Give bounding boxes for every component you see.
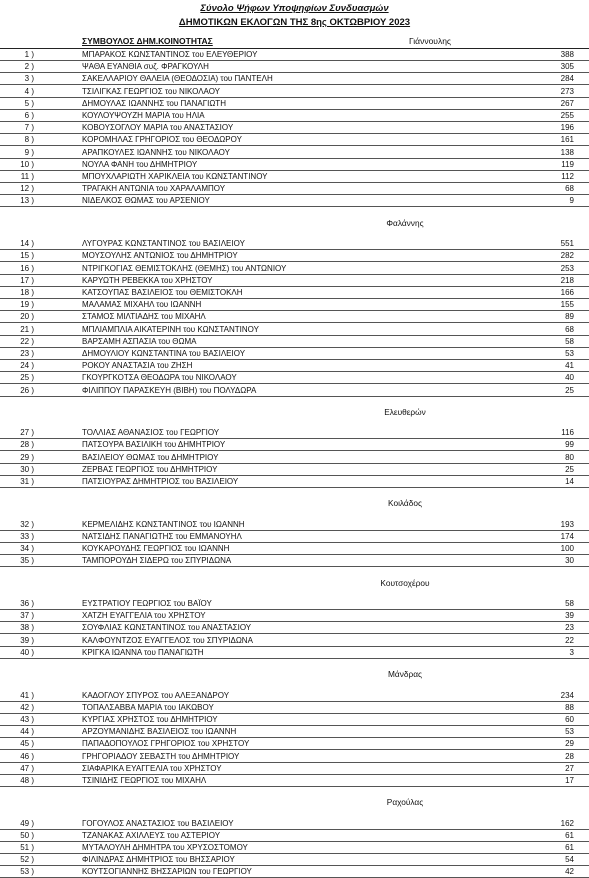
vote-count: 61 [565,843,574,852]
row-number: 11 ) [20,172,34,181]
row-number: 29 ) [20,452,34,462]
candidate-name: ΔΗΜΟΥΛΑΣ ΙΩΑΝΝΗΣ του ΠΑΝΑΓΙΩΤΗ [82,98,226,108]
vote-count: 25 [565,464,574,474]
vote-count: 53 [565,348,574,358]
candidate-name: ΣΙΑΦΑΡΙΚΑ ΕΥΑΓΓΕΛΙΑ του ΧΡΗΣΤΟΥ [82,763,222,773]
vote-count: 80 [565,452,574,462]
row-number: 23 ) [20,348,34,358]
row-number: 17 ) [20,275,34,285]
candidate-name: ΚΟΥΛΟΥΨΟΥΖΗ ΜΑΡΙΑ του ΗΛΙΑ [82,111,205,120]
candidate-name: ΑΡΑΠΚΟΥΛΕΣ ΙΩΑΝΝΗΣ του ΝΙΚΟΛΑΟΥ [82,147,230,157]
table-row [0,98,589,110]
vote-count: 99 [565,440,574,450]
row-number: 47 ) [20,763,34,773]
vote-count: 3 [569,647,574,657]
row-number: 4 ) [24,86,34,96]
row-number: 45 ) [20,739,34,749]
row-number: 46 ) [20,751,34,761]
vote-count: 58 [565,599,574,608]
candidate-name: ΤΑΜΠΟΡΟΥΔΗ ΣΙΔΕΡΩ του ΣΠΥΡΙΔΩΝΑ [82,556,232,566]
vote-count: 234 [560,690,574,700]
row-number: 24 ) [20,361,34,371]
table-row [0,122,589,134]
candidate-name: ΔΗΜΟΥΛΙΟΥ ΚΩΝΣΤΑΝΤΙΝΑ του ΒΑΣΙΛΕΙΟΥ [82,348,246,358]
vote-count: 58 [565,336,574,346]
vote-count: 284 [560,74,574,84]
row-number: 26 ) [20,385,34,395]
candidate-name: ΚΟΥΤΣΟΓΙΑΝΝΗΣ ΒΗΣΣΑΡΙΩΝ του ΓΕΩΡΓΙΟΥ [82,867,252,877]
table-row [0,775,589,787]
row-number: 9 ) [24,147,34,157]
row-number: 5 ) [24,98,34,108]
table-row [0,763,589,775]
table-row [0,385,589,397]
candidate-name: ΚΑΔΟΓΛΟΥ ΣΠΥΡΟΣ του ΑΛΕΞΑΝΔΡΟΥ [82,690,230,700]
candidate-name: ΚΑΤΣΟΥΠΑΣ ΒΑΣΙΛΕΙΟΣ του ΘΕΜΙΣΤΟΚΛΗ [82,287,243,297]
row-number: 15 ) [20,251,34,261]
table-row [0,159,589,171]
table-row [0,195,589,207]
row-number: 34 ) [20,544,34,554]
candidate-name: ΦΙΛΙΝΔΡΑΣ ΔΗΜΗΤΡΙΟΣ του ΒΗΣΣΑΡΙΟΥ [82,855,235,865]
row-number: 8 ) [24,135,34,145]
candidate-name: ΚΕΡΜΕΛΙΔΗΣ ΚΩΝΣΤΑΝΤΙΝΟΣ του ΙΩΑΝΝΗ [82,519,245,529]
row-number: 20 ) [20,312,34,322]
vote-count: 161 [560,135,574,145]
candidate-name: ΓΟΓΟΥΛΟΣ ΑΝΑΣΤΑΣΙΟΣ του ΒΑΣΙΛΕΙΟΥ [82,818,234,828]
table-row [0,842,589,854]
candidate-name: ΚΟΡΟΜΗΛΑΣ ΓΡΗΓΟΡΙΟΣ του ΘΕΟΔΩΡΟΥ [82,135,242,145]
vote-count: 88 [565,702,574,712]
row-number: 32 ) [20,519,34,529]
column-header-candidate: ΣΥΜΒΟΥΛΟΣ ΔΗΜ.ΚΟΙΝΟΤΗΤΑΣ [82,36,213,46]
table-row [0,336,589,348]
section-title: Κοιλάδος [388,498,422,509]
table-row [0,324,589,336]
vote-count: 305 [560,62,574,72]
row-number: 52 ) [20,855,34,865]
candidate-name: ΠΑΤΣΙΟΥΡΑΣ ΔΗΜΗΤΡΙΟΣ του ΒΑΣΙΛΕΙΟΥ [82,477,239,486]
row-number: 49 ) [20,818,34,828]
table-row [0,519,589,531]
vote-count: 119 [561,159,574,169]
vote-count: 155 [560,300,574,310]
document-subtitle: ΔΗΜΟΤΙΚΩΝ ΕΚΛΟΓΩΝ ΤΗΣ 8ης ΟΚΤΩΒΡΙΟΥ 2023 [178,17,411,28]
table-row [0,110,589,122]
vote-count: 54 [565,855,574,865]
candidate-name: ΨΑΘΑ ΕΥΑΝΘΙΑ συζ. ΦΡΑΓΚΟΥΛΗ [82,62,209,72]
row-number: 37 ) [20,611,34,621]
candidate-name: ΖΕΡΒΑΣ ΓΕΩΡΓΙΟΣ του ΔΗΜΗΤΡΙΟΥ [82,464,218,474]
candidate-name: ΝΑΤΣΙΔΗΣ ΠΑΝΑΓΙΩΤΗΣ του ΕΜΜΑΝΟΥΗΛ [82,531,242,541]
table-row [0,830,589,842]
row-number: 14 ) [20,239,34,249]
candidate-name: ΤΡΑΓΑΚΗ ΑΝΤΩΝΙΑ του ΧΑΡΑΛΑΜΠΟΥ [82,184,226,194]
row-number: 40 ) [20,647,34,657]
candidate-name: ΡΟΚΟΥ ΑΝΑΣΤΑΣΙΑ του ΖΗΣΗ [82,361,193,371]
section-title: Κουτσοχέρου [380,577,430,588]
table-row [0,726,589,738]
vote-count: 68 [565,184,574,194]
table-row [0,439,589,451]
row-number: 35 ) [20,556,34,566]
table-row [0,61,589,73]
candidate-name: ΦΙΛΙΠΠΟΥ ΠΑΡΑΣΚΕΥΗ (ΒΙΒΗ) του ΠΟΛΥΔΩΡΑ [82,385,257,395]
vote-count: 253 [560,263,574,273]
candidate-name: ΑΡΖΟΥΜΑΝΙΔΗΣ ΒΑΣΙΛΕΙΟΣ του ΙΩΑΝΝΗ [82,727,237,737]
row-number: 39 ) [20,635,34,645]
table-row [0,372,589,384]
table-row [0,275,589,287]
table-row [0,647,589,659]
candidate-name: ΠΑΠΑΔΟΠΟΥΛΟΣ ΓΡΗΓΟΡΙΟΣ του ΧΡΗΣΤΟΥ [82,739,250,749]
candidate-name: ΜΟΥΣΟΥΛΗΣ ΑΝΤΩΝΙΟΣ του ΔΗΜΗΤΡΙΟΥ [82,251,238,261]
vote-count: 22 [565,635,574,645]
table-row [0,738,589,750]
candidate-name: ΜΠΛΙΑΜΠΛΙΑ ΑΙΚΑΤΕΡΙΝΗ του ΚΩΝΣΤΑΝΤΙΝΟΥ [82,324,259,334]
row-number: 30 ) [20,464,34,474]
candidate-name: ΤΟΛΛΙΑΣ ΑΘΑΝΑΣΙΟΣ του ΓΕΩΡΓΙΟΥ [82,428,220,438]
row-number: 31 ) [20,477,34,486]
row-number: 19 ) [20,300,34,310]
vote-count: 273 [560,86,574,96]
table-row [0,714,589,726]
row-number: 12 ) [20,184,34,194]
table-row [0,690,589,702]
table-row [0,134,589,146]
vote-count: 60 [565,714,574,724]
candidate-name: ΚΡΙΓΚΑ ΙΩΑΝΝΑ του ΠΑΝΑΓΙΩΤΗ [82,647,204,657]
vote-count: 40 [565,373,574,383]
vote-count: 218 [560,275,574,285]
vote-count: 89 [565,312,574,322]
candidate-name: ΣΟΥΦΛΙΑΣ ΚΩΝΣΤΑΝΤΙΝΟΣ του ΑΝΑΣΤΑΣΙΟΥ [82,623,252,633]
vote-count: 267 [560,98,574,108]
vote-count: 255 [560,111,574,120]
table-row [0,555,589,567]
candidate-name: ΤΖΑΝΑΚΑΣ ΑΧΙΛΛΕΥΣ του ΑΣΤΕΡΙΟΥ [82,830,221,840]
vote-count: 116 [561,428,574,438]
row-number: 1 ) [24,50,34,59]
table-row [0,610,589,622]
table-row [0,183,589,195]
table-row [0,147,589,159]
vote-count: 174 [560,531,574,541]
vote-count: 166 [560,287,574,297]
section-title: Φαλάννης [386,217,424,228]
table-row [0,866,589,878]
candidate-name: ΛΥΓΟΥΡΑΣ ΚΩΝΣΤΑΝΤΙΝΟΣ του ΒΑΣΙΛΕΙΟΥ [82,239,245,249]
table-row [0,171,589,183]
row-number: 50 ) [20,830,34,840]
vote-count: 25 [565,385,574,395]
row-number: 51 ) [20,843,34,852]
table-row [0,751,589,763]
vote-count: 9 [569,196,574,206]
candidate-name: ΓΚΟΥΡΓΚΟΤΣΑ ΘΕΟΔΩΡΑ του ΝΙΚΟΛΑΟΥ [82,373,237,383]
vote-count: 162 [560,818,574,828]
table-header [0,36,589,49]
table-row [0,360,589,372]
table-row [0,543,589,555]
table-row [0,531,589,543]
candidate-name: ΤΟΠΑΛΣΑΒΒΑ ΜΑΡΙΑ του ΙΑΚΩΒΟΥ [82,702,214,712]
row-number: 53 ) [20,867,34,877]
vote-count: 196 [560,123,574,133]
candidate-name: ΚΟΥΚΑΡΟΥΔΗΣ ΓΕΩΡΓΙΟΣ του ΙΩΑΝΝΗ [82,544,230,554]
row-number: 22 ) [20,336,34,346]
vote-count: 29 [565,739,574,749]
vote-count: 27 [565,763,574,773]
candidate-name: ΤΣΙΛΙΓΚΑΣ ΓΕΩΡΓΙΟΣ του ΝΙΚΟΛΑΟΥ [82,86,221,96]
row-number: 43 ) [20,714,34,724]
table-row [0,299,589,311]
table-row [0,348,589,360]
table-row [0,73,589,85]
vote-count: 30 [565,556,574,566]
candidate-name: ΒΑΣΙΛΕΙΟΥ ΘΩΜΑΣ του ΔΗΜΗΤΡΙΟΥ [82,452,219,462]
candidate-name: ΕΥΣΤΡΑΤΙΟΥ ΓΕΩΡΓΙΟΣ του ΒΑΪΟΥ [82,599,212,608]
section-title: Ραχούλας [386,797,424,808]
row-number: 16 ) [20,263,34,273]
row-number: 25 ) [20,373,34,383]
candidate-name: ΜΠΑΡΑΚΟΣ ΚΩΝΣΤΑΝΤΙΝΟΣ του ΕΛΕΥΘΕΡΙΟΥ [82,50,258,59]
row-number: 42 ) [20,702,34,712]
candidate-name: ΚΑΛΦΟΥΝΤΖΟΣ ΕΥΑΓΓΕΛΟΣ του ΣΠΥΡΙΔΩΝΑ [82,635,253,645]
table-row [0,427,589,439]
row-number: 21 ) [20,324,34,334]
table-row [0,464,589,476]
table-row [0,476,589,488]
section-title-first: Γιάννουλης [408,36,452,46]
vote-count: 17 [565,775,574,785]
row-number: 3 ) [24,74,34,84]
vote-count: 42 [565,867,574,877]
vote-count: 282 [560,251,574,261]
vote-count: 53 [565,727,574,737]
table-row [0,250,589,262]
table-row [0,854,589,866]
candidate-name: ΚΑΡΥΩΤΗ ΡΕΒΕΚΚΑ του ΧΡΗΣΤΟΥ [82,275,213,285]
vote-count: 138 [560,147,574,157]
table-row [0,635,589,647]
table-row [0,818,589,830]
table-row [0,263,589,275]
vote-count: 112 [561,172,574,181]
row-number: 6 ) [24,111,34,120]
vote-count: 551 [560,239,574,249]
table-row [0,49,589,61]
row-number: 18 ) [20,287,34,297]
candidate-name: ΣΤΑΜΟΣ ΜΙΛΤΙΑΔΗΣ του ΜΙΧΑΗΛ [82,312,206,322]
candidate-name: ΝΙΔΕΛΚΟΣ ΘΩΜΑΣ του ΑΡΣΕΝΙΟΥ [82,196,210,206]
vote-count: 41 [565,361,574,371]
vote-count: 388 [560,50,574,59]
vote-count: 193 [560,519,574,529]
row-number: 36 ) [20,599,34,608]
candidate-name: ΤΣΙΝΙΔΗΣ ΓΕΩΡΓΙΟΣ του ΜΙΧΑΗΛ [82,775,207,785]
row-number: 2 ) [24,62,34,72]
vote-count: 68 [565,324,574,334]
table-row [0,452,589,464]
table-row [0,238,589,250]
candidate-name: ΝΤΡΙΓΚΟΓΙΑΣ ΘΕΜΙΣΤΟΚΛΗΣ (ΘΕΜΗΣ) του ΑΝΤΩΝΙΟΥ [82,263,287,273]
row-number: 38 ) [20,623,34,633]
candidate-name: ΝΟΥΛΑ ΦΑΝΗ του ΔΗΜΗΤΡΙΟΥ [82,159,198,169]
section-title: Ελευθερών [384,406,426,417]
table-row [0,86,589,98]
row-number: 7 ) [24,123,34,133]
row-number: 27 ) [20,428,34,438]
candidate-name: ΒΑΡΣΑΜΗ ΑΣΠΑΣΙΑ του ΘΩΜΑ [82,336,197,346]
section-title: Μάνδρας [388,669,422,679]
vote-count: 39 [565,611,574,621]
candidate-name: ΚΟΒΟΥΣΟΓΛΟΥ ΜΑΡΙΑ του ΑΝΑΣΤΑΣΙΟΥ [82,123,234,133]
table-row [0,287,589,299]
table-row [0,598,589,610]
table-row [0,311,589,323]
candidate-name: ΠΑΤΣΟΥΡΑ ΒΑΣΙΛΙΚΗ του ΔΗΜΗΤΡΙΟΥ [82,440,226,450]
candidate-name: ΜΑΛΑΜΑΣ ΜΙΧΑΗΛ του ΙΩΑΝΝΗ [82,300,202,310]
row-number: 48 ) [20,775,34,785]
table-row [0,702,589,714]
row-number: 33 ) [20,531,34,541]
candidate-name: ΜΠΟΥΧΛΑΡΙΩΤΗ ΧΑΡΙΚΛΕΙΑ του ΚΩΝΣΤΑΝΤΙΝΟΥ [82,172,268,181]
vote-count: 100 [560,544,574,554]
row-number: 28 ) [20,440,34,450]
row-number: 41 ) [20,690,34,700]
vote-count: 61 [565,830,574,840]
vote-count: 14 [565,477,574,486]
candidate-name: ΓΡΗΓΟΡΙΑΔΟΥ ΣΕΒΑΣΤΗ του ΔΗΜΗΤΡΙΟΥ [82,751,240,761]
vote-count: 23 [565,623,574,633]
row-number: 13 ) [20,196,34,206]
candidate-name: ΣΑΚΕΛΛΑΡΙΟΥ ΘΑΛΕΙΑ (ΘΕΟΔΟΣΙΑ) του ΠΑΝΤΕΛΗ [82,74,273,84]
row-number: 44 ) [20,727,34,737]
candidate-name: ΧΑΤΖΗ ΕΥΑΓΓΕΛΙΑ του ΧΡΗΣΤΟΥ [82,611,206,621]
vote-count: 28 [565,751,574,761]
row-number: 10 ) [20,159,34,169]
candidate-name: ΚΥΡΓΙΑΣ ΧΡΗΣΤΟΣ του ΔΗΜΗΤΡΙΟΥ [82,714,218,724]
table-row [0,622,589,634]
document-title: Σύνολο Ψήφων Υποψηφίων Συνδυασμών [200,3,389,14]
candidate-name: ΜΥΤΑΛΟΥΛΗ ΔΗΜΗΤΡΑ του ΧΡΥΣΟΣΤΟΜΟΥ [82,843,248,852]
